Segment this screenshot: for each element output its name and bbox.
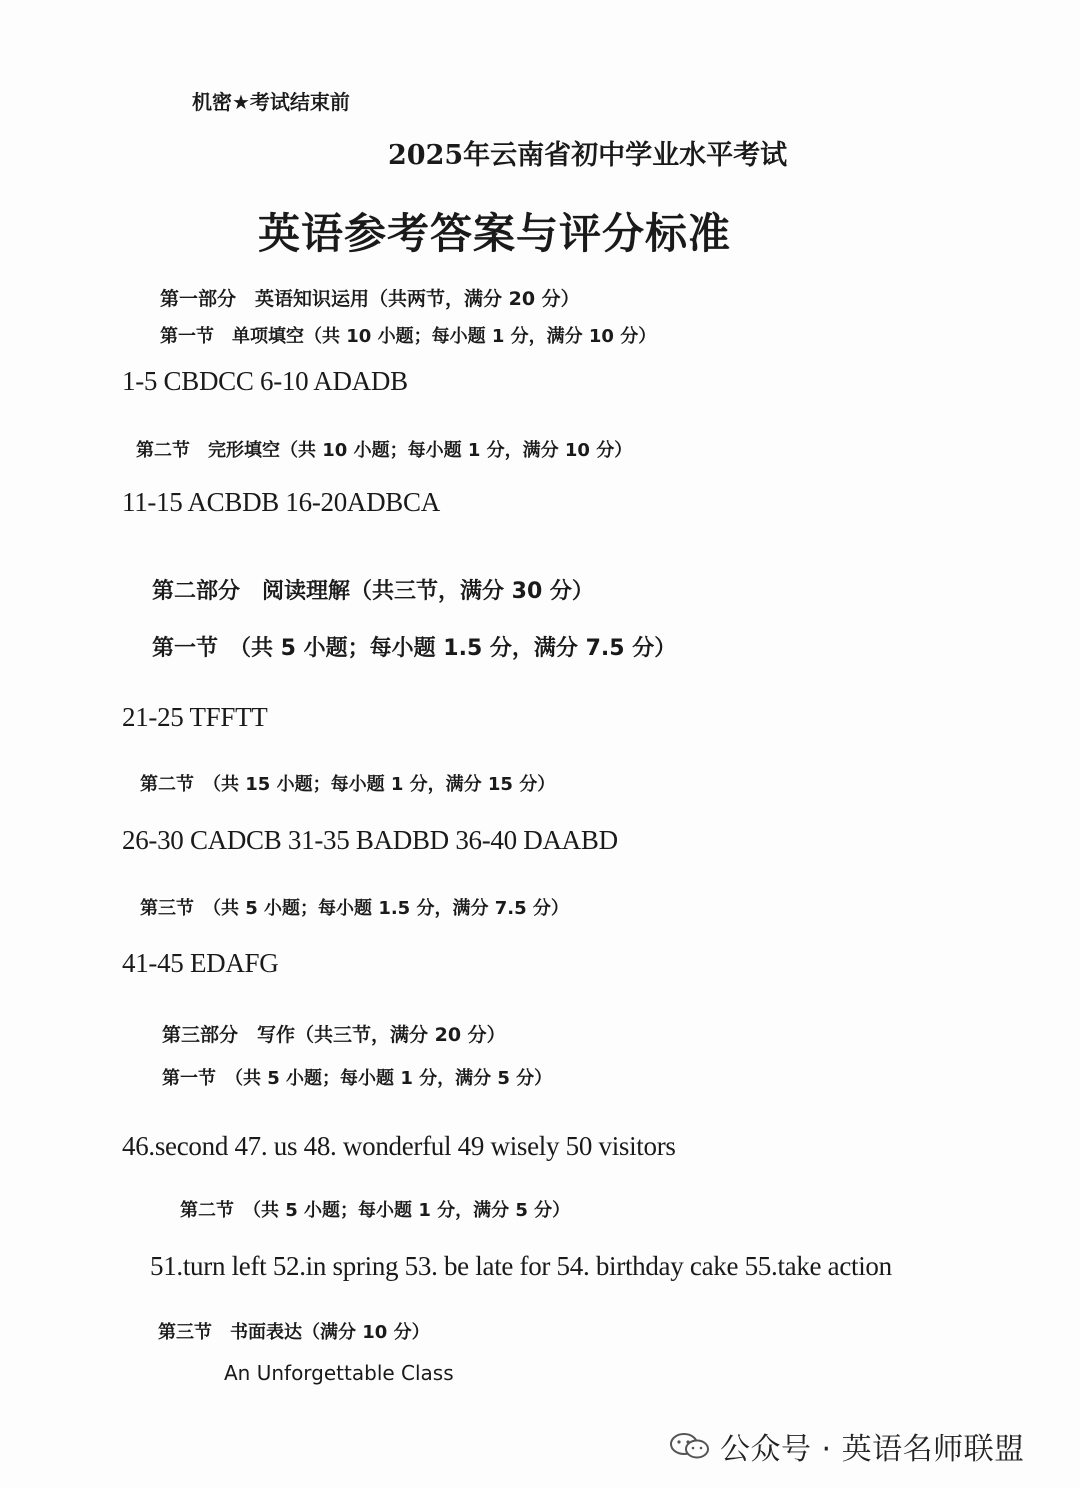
part1-section2-heading: 第二节 完形填空（共 10 小题；每小题 1 分，满分 10 分） [136, 440, 633, 461]
part2-section1-heading: 第一节 （共 5 小题；每小题 1.5 分，满分 7.5 分） [152, 636, 677, 661]
answers-26-40: 26-30 CADCB 31-35 BADBD 36-40 DAABD [122, 825, 618, 855]
answers-46-50: 46.second 47. us 48. wonderful 49 wisely 50 visitors [122, 1131, 676, 1161]
exam-title: 2025年云南省初中学业水平考试 [388, 140, 788, 171]
answers-1-10: 1-5 CBDCC 6-10 ADADB [122, 366, 408, 396]
part2-section3-heading: 第三节 （共 5 小题；每小题 1.5 分，满分 7.5 分） [140, 898, 569, 919]
part3-section3-heading: 第三节 书面表达（满分 10 分） [158, 1322, 430, 1343]
document-title: 英语参考答案与评分标准 [258, 209, 732, 258]
wechat-icon [668, 1431, 712, 1461]
part2-heading: 第二部分 阅读理解（共三节，满分 30 分） [152, 579, 594, 604]
answers-11-20: 11-15 ACBDB 16-20ADBCA [122, 487, 440, 517]
part2-section2-heading: 第二节 （共 15 小题；每小题 1 分，满分 15 分） [140, 774, 556, 795]
answers-21-25: 21-25 TFFTT [122, 702, 268, 732]
part3-section2-heading: 第二节 （共 5 小题；每小题 1 分，满分 5 分） [180, 1200, 571, 1221]
part3-heading: 第三部分 写作（共三节，满分 20 分） [162, 1024, 506, 1046]
part1-heading: 第一部分 英语知识运用（共两节，满分 20 分） [160, 288, 580, 310]
watermark [668, 1424, 1025, 1468]
classification-label: 机密★考试结束前 [192, 90, 350, 114]
answers-51-55: 51.turn left 52.in spring 53. be late for 54. birthday cake 55.take action [150, 1251, 892, 1281]
part1-section1-heading: 第一节 单项填空（共 10 小题；每小题 1 分，满分 10 分） [160, 326, 657, 347]
answers-41-45: 41-45 EDAFG [122, 948, 279, 978]
essay-title: An Unforgettable Class [224, 1361, 454, 1385]
part3-section1-heading: 第一节 （共 5 小题；每小题 1 分，满分 5 分） [162, 1068, 553, 1089]
watermark-text: 公众号 · 英语名师联盟 [720, 1432, 1025, 1467]
